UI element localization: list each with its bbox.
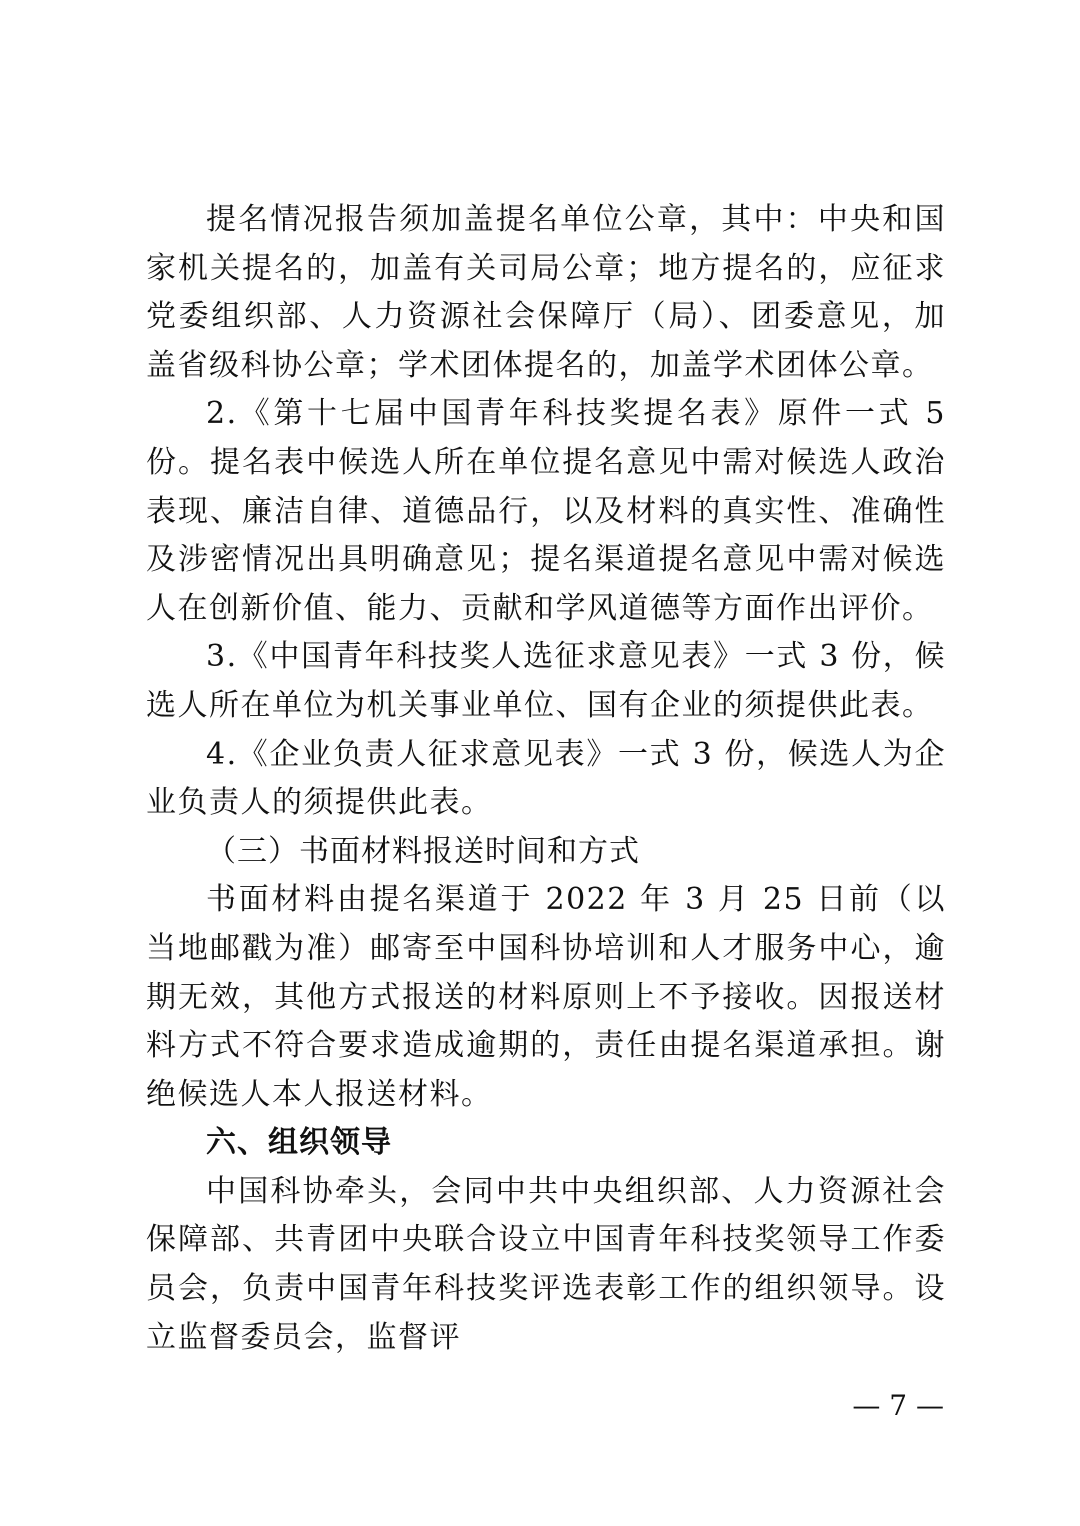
paragraph-seal-requirements: 提名情况报告须加盖提名单位公章，其中：中央和国家机关提名的，加盖有关司局公章；地方提名的，应征求党委组织部、人力资源社会保障厅（局）、团委意见，加盖省级科协公章；学术团体提名的，加盖学术团体公章。 — [146, 202, 946, 383]
paragraph-submission-deadline: 书面材料由提名渠道于 2022 年 3 月 25 日前（以当地邮戳为准）邮寄至中国科协培训和人才服务中心，逾期无效，其他方式报送的材料原则上不予接收。因报送材料方式不符合要求造成逾期的，责任由提名渠道承担。谢绝候选人本人报送材料。 — [146, 882, 946, 1112]
paragraph-item-4-enterprise-form: 4.《企业负责人征求意见表》一式 3 份，候选人为企业负责人的须提供此表。 — [146, 736, 946, 821]
page-number: — 7 — — [852, 1389, 944, 1422]
paragraph-item-2-nomination-form: 2.《第十七届中国青年科技奖提名表》原件一式 5 份。提名表中候选人所在单位提名意见中需对候选人政治表现、廉洁自律、道德品行，以及材料的真实性、准确性及涉密情况出具明确意见；提名渠道提名意见中需对候选人在创新价值、能力、贡献和学风道德等方面作出评价。 — [146, 396, 946, 626]
subheading-submission-time: （三）书面材料报送时间和方式 — [206, 833, 640, 869]
paragraph-organization-leadership: 中国科协牵头，会同中共中央组织部、人力资源社会保障部、共青团中央联合设立中国青年科技奖领导工作委员会，负责中国青年科技奖评选表彰工作的组织领导。设立监督委员会，监督评 — [146, 1173, 946, 1355]
paragraph-item-3-opinion-form: 3.《中国青年科技奖人选征求意见表》一式 3 份，候选人所在单位为机关事业单位、国有企业的须提供此表。 — [146, 639, 946, 723]
document-body — [146, 196, 946, 1362]
section-heading-organization: 六、组织领导 — [206, 1125, 392, 1161]
